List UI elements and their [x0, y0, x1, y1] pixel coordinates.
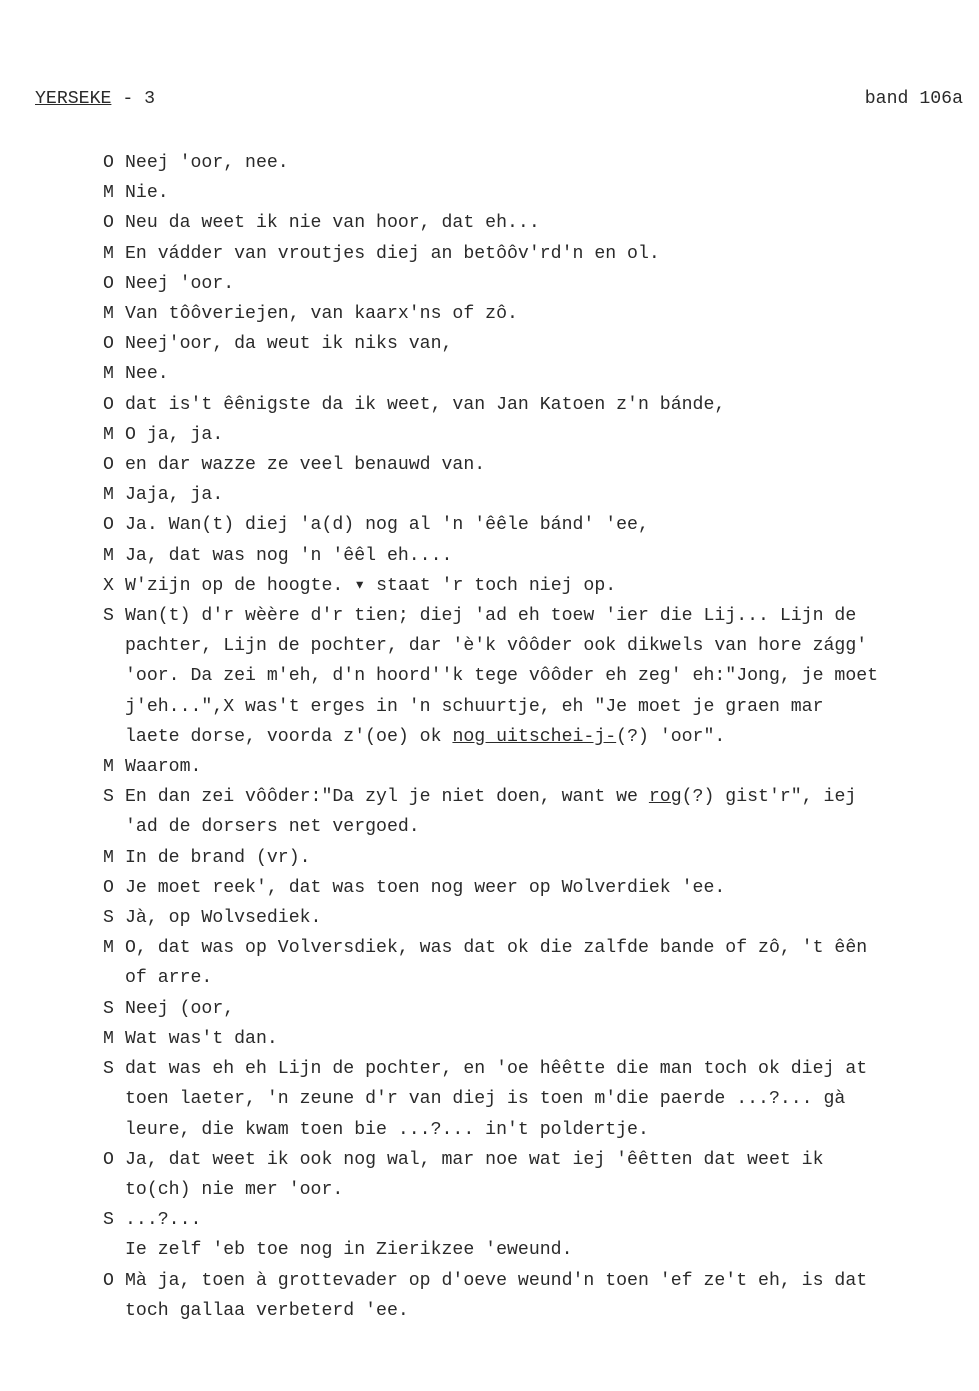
utterance-text	[125, 148, 289, 178]
speaker-code: O	[103, 394, 114, 415]
utterance-text	[125, 510, 649, 540]
speaker-code: S	[103, 1059, 114, 1080]
transcript-line	[103, 1024, 975, 1054]
utterance-text	[125, 571, 616, 601]
transcript-line	[103, 601, 975, 631]
speaker-code: O	[103, 273, 114, 294]
utterance-segment: Van tôôveriejen, van kaarx'ns of zô.	[125, 304, 518, 325]
transcript-line	[103, 299, 975, 329]
utterance-segment: Neej (oor,	[125, 998, 235, 1019]
utterance-text	[125, 873, 725, 903]
utterance-segment: Wan(t) d'r wèère d'r tien; diej 'ad eh toew 'ier die Lij... Lijn de	[125, 606, 857, 627]
place-name: YERSEKE	[35, 89, 112, 109]
page-header-left	[35, 88, 155, 110]
utterance-segment: Mà ja, toen à grottevader op d'oeve weund'n toen 'ef ze't eh, is dat	[125, 1270, 868, 1291]
transcript-line	[103, 148, 975, 178]
utterance-segment: Ja, dat weet ik ook nog wal, mar noe wat iej 'êêtten dat weet ik	[125, 1149, 824, 1170]
utterance-text	[125, 812, 420, 842]
speaker-code: M	[103, 757, 114, 778]
speaker-code: M	[103, 304, 114, 325]
utterance-segment: En vádder van vroutjes diej an betôôv'rd'n en ol.	[125, 243, 660, 264]
utterance-text	[125, 1205, 201, 1235]
utterance-segment: Neej'oor, da weut ik niks van,	[125, 334, 453, 355]
utterance-text	[125, 994, 234, 1024]
utterance-segment: In de brand (vr).	[125, 847, 311, 868]
transcript-line	[103, 450, 975, 480]
speaker-code: M	[103, 545, 114, 566]
utterance-segment: Ie zelf 'eb toe nog in Zierikzee 'eweund.	[125, 1240, 573, 1261]
speaker-code: O	[103, 877, 114, 898]
utterance-text	[125, 541, 452, 571]
utterance-text	[125, 420, 223, 450]
utterance-segment: pachter, Lijn de pochter, dar 'è'k vôôder ook dikwels van hore zágg'	[125, 636, 868, 657]
speaker-code: M	[103, 485, 114, 506]
transcript-line	[103, 782, 975, 812]
speaker-code: M	[103, 1028, 114, 1049]
utterance-segment: j'eh...",X was't erges in 'n schuurtje, eh "Je moet je graen mar	[125, 696, 824, 717]
utterance-segment: O, dat was op Volversdiek, was dat ok die zalfde bande of zô, 't êên	[125, 938, 868, 959]
utterance-segment: (?) 'oor".	[616, 726, 726, 747]
transcript-line	[103, 1205, 975, 1235]
utterance-text	[125, 390, 725, 420]
transcript-line	[103, 873, 975, 903]
transcript-line	[103, 510, 975, 540]
speaker-code: M	[103, 847, 114, 868]
transcript-line	[103, 1296, 975, 1326]
utterance-segment: Nie.	[125, 183, 169, 204]
speaker-code: S	[103, 606, 114, 627]
speaker-code: S	[103, 787, 114, 808]
transcript-line	[103, 390, 975, 420]
utterance-segment: 'oor. Da zei m'eh, d'n hoord''k tege vôôder eh zeg' eh:"Jong, je moet	[125, 666, 879, 687]
underlined-segment: rog	[648, 787, 682, 808]
transcript-line	[103, 994, 975, 1024]
utterance-segment: Jaja, ja.	[125, 485, 224, 506]
speaker-code: O	[103, 455, 114, 476]
transcript-line	[103, 1115, 975, 1145]
transcript-line	[103, 661, 975, 691]
utterance-text	[125, 1024, 278, 1054]
speaker-code: M	[103, 938, 114, 959]
utterance-text	[125, 359, 169, 389]
transcript-line	[103, 1175, 975, 1205]
utterance-segment: of arre.	[125, 968, 213, 989]
band-label: band 106a	[864, 89, 963, 109]
transcript-line	[103, 843, 975, 873]
utterance-segment: W'zijn op de hoogte. ▾ staat 'r toch niej op.	[125, 575, 617, 596]
utterance-text	[125, 1145, 824, 1175]
utterance-segment: 'ad de dorsers net vergoed.	[125, 817, 420, 838]
utterance-segment: leure, die kwam toen bie ...?... in't poldertje.	[125, 1119, 649, 1140]
utterance-segment: laete dorse, voorda z'(oe) ok	[125, 726, 453, 747]
transcript-line	[103, 812, 975, 842]
utterance-segment: (?) gist'r", iej	[681, 787, 857, 808]
utterance-text	[125, 782, 856, 812]
utterance-segment: Neu da weet ik nie van hoor, dat eh...	[125, 213, 540, 234]
transcript-line	[103, 239, 975, 269]
utterance-text	[125, 933, 867, 963]
speaker-code: M	[103, 424, 114, 445]
transcript-line	[103, 933, 975, 963]
utterance-text	[125, 1054, 867, 1084]
utterance-segment: en dar wazze ze veel benauwd van.	[125, 455, 486, 476]
page-number: - 3	[111, 89, 156, 109]
transcript-line	[103, 541, 975, 571]
transcript-line	[103, 208, 975, 238]
utterance-segment: Wat was't dan.	[125, 1028, 278, 1049]
speaker-code: S	[103, 1210, 114, 1231]
transcript-line	[103, 329, 975, 359]
transcript-line	[103, 1054, 975, 1084]
transcript-line	[103, 571, 975, 601]
utterance-segment: toch gallaa verbeterd 'ee.	[125, 1300, 409, 1321]
transcript-line	[103, 1235, 975, 1265]
utterance-text	[125, 178, 169, 208]
speaker-code: S	[103, 998, 114, 1019]
utterance-text	[125, 1296, 409, 1326]
speaker-code: S	[103, 908, 114, 929]
utterance-segment: Nee.	[125, 364, 169, 385]
speaker-code: M	[103, 364, 114, 385]
utterance-text	[125, 903, 321, 933]
speaker-code: M	[103, 243, 114, 264]
transcript-line	[103, 752, 975, 782]
utterance-segment: to(ch) nie mer 'oor.	[125, 1179, 344, 1200]
speaker-code: O	[103, 334, 114, 355]
transcript-line	[103, 269, 975, 299]
speaker-code: M	[103, 183, 114, 204]
utterance-text	[125, 1115, 649, 1145]
speaker-code: O	[103, 1270, 114, 1291]
underlined-segment: nog uitschei-j-	[452, 726, 617, 747]
utterance-text	[125, 239, 660, 269]
transcript-line	[103, 178, 975, 208]
speaker-code: O	[103, 515, 114, 536]
transcript-line	[103, 692, 975, 722]
utterance-text	[125, 269, 234, 299]
speaker-code: O	[103, 153, 114, 173]
utterance-segment: Je moet reek', dat was toen nog weer op Wolverdiek 'ee.	[125, 877, 726, 898]
utterance-segment: Jà, op Wolvsediek.	[125, 908, 322, 929]
utterance-text	[125, 1175, 343, 1205]
utterance-text	[125, 722, 725, 752]
utterance-segment: Neej 'oor.	[125, 273, 235, 294]
transcript-line	[103, 1084, 975, 1114]
utterance-text	[125, 661, 878, 691]
utterance-text	[125, 1235, 573, 1265]
utterance-segment: Ja, dat was nog 'n 'êêl eh....	[125, 545, 453, 566]
utterance-text	[125, 601, 856, 631]
transcript-line	[103, 1266, 975, 1296]
transcript-line	[103, 722, 975, 752]
speaker-code: X	[103, 575, 114, 596]
utterance-text	[125, 1266, 867, 1296]
utterance-text	[125, 299, 518, 329]
utterance-text	[125, 843, 311, 873]
utterance-text	[125, 480, 223, 510]
speaker-code: O	[103, 213, 114, 234]
utterance-segment: ...?...	[125, 1210, 202, 1231]
transcript-body	[103, 148, 975, 1326]
utterance-text	[125, 963, 212, 993]
utterance-segment: Neej 'oor, nee.	[125, 153, 289, 173]
utterance-text	[125, 208, 540, 238]
speaker-code: O	[103, 1149, 114, 1170]
utterance-text	[125, 752, 201, 782]
utterance-text	[125, 1084, 845, 1114]
utterance-segment: dat was eh eh Lijn de pochter, en 'oe hêêtte die man toch ok diej at	[125, 1059, 868, 1080]
transcript-line	[103, 359, 975, 389]
transcript-line	[103, 631, 975, 661]
utterance-text	[125, 631, 867, 661]
utterance-text	[125, 692, 824, 722]
utterance-segment: Ja. Wan(t) diej 'a(d) nog al 'n 'êêle bánd' 'ee,	[125, 515, 649, 536]
utterance-segment: toen laeter, 'n zeune d'r van diej is toen m'die paerde ...?... gà	[125, 1089, 846, 1110]
utterance-text	[125, 450, 485, 480]
transcript-line	[103, 903, 975, 933]
utterance-segment: dat is't êênigste da ik weet, van Jan Katoen z'n bánde,	[125, 394, 726, 415]
utterance-segment: En dan zei vôôder:"Da zyl je niet doen, want we	[125, 787, 649, 808]
utterance-segment: Waarom.	[125, 757, 202, 778]
transcript-line	[103, 480, 975, 510]
transcript-line	[103, 1145, 975, 1175]
utterance-text	[125, 329, 452, 359]
utterance-segment: O ja, ja.	[125, 424, 224, 445]
transcript-line	[103, 420, 975, 450]
transcript-line	[103, 963, 975, 993]
